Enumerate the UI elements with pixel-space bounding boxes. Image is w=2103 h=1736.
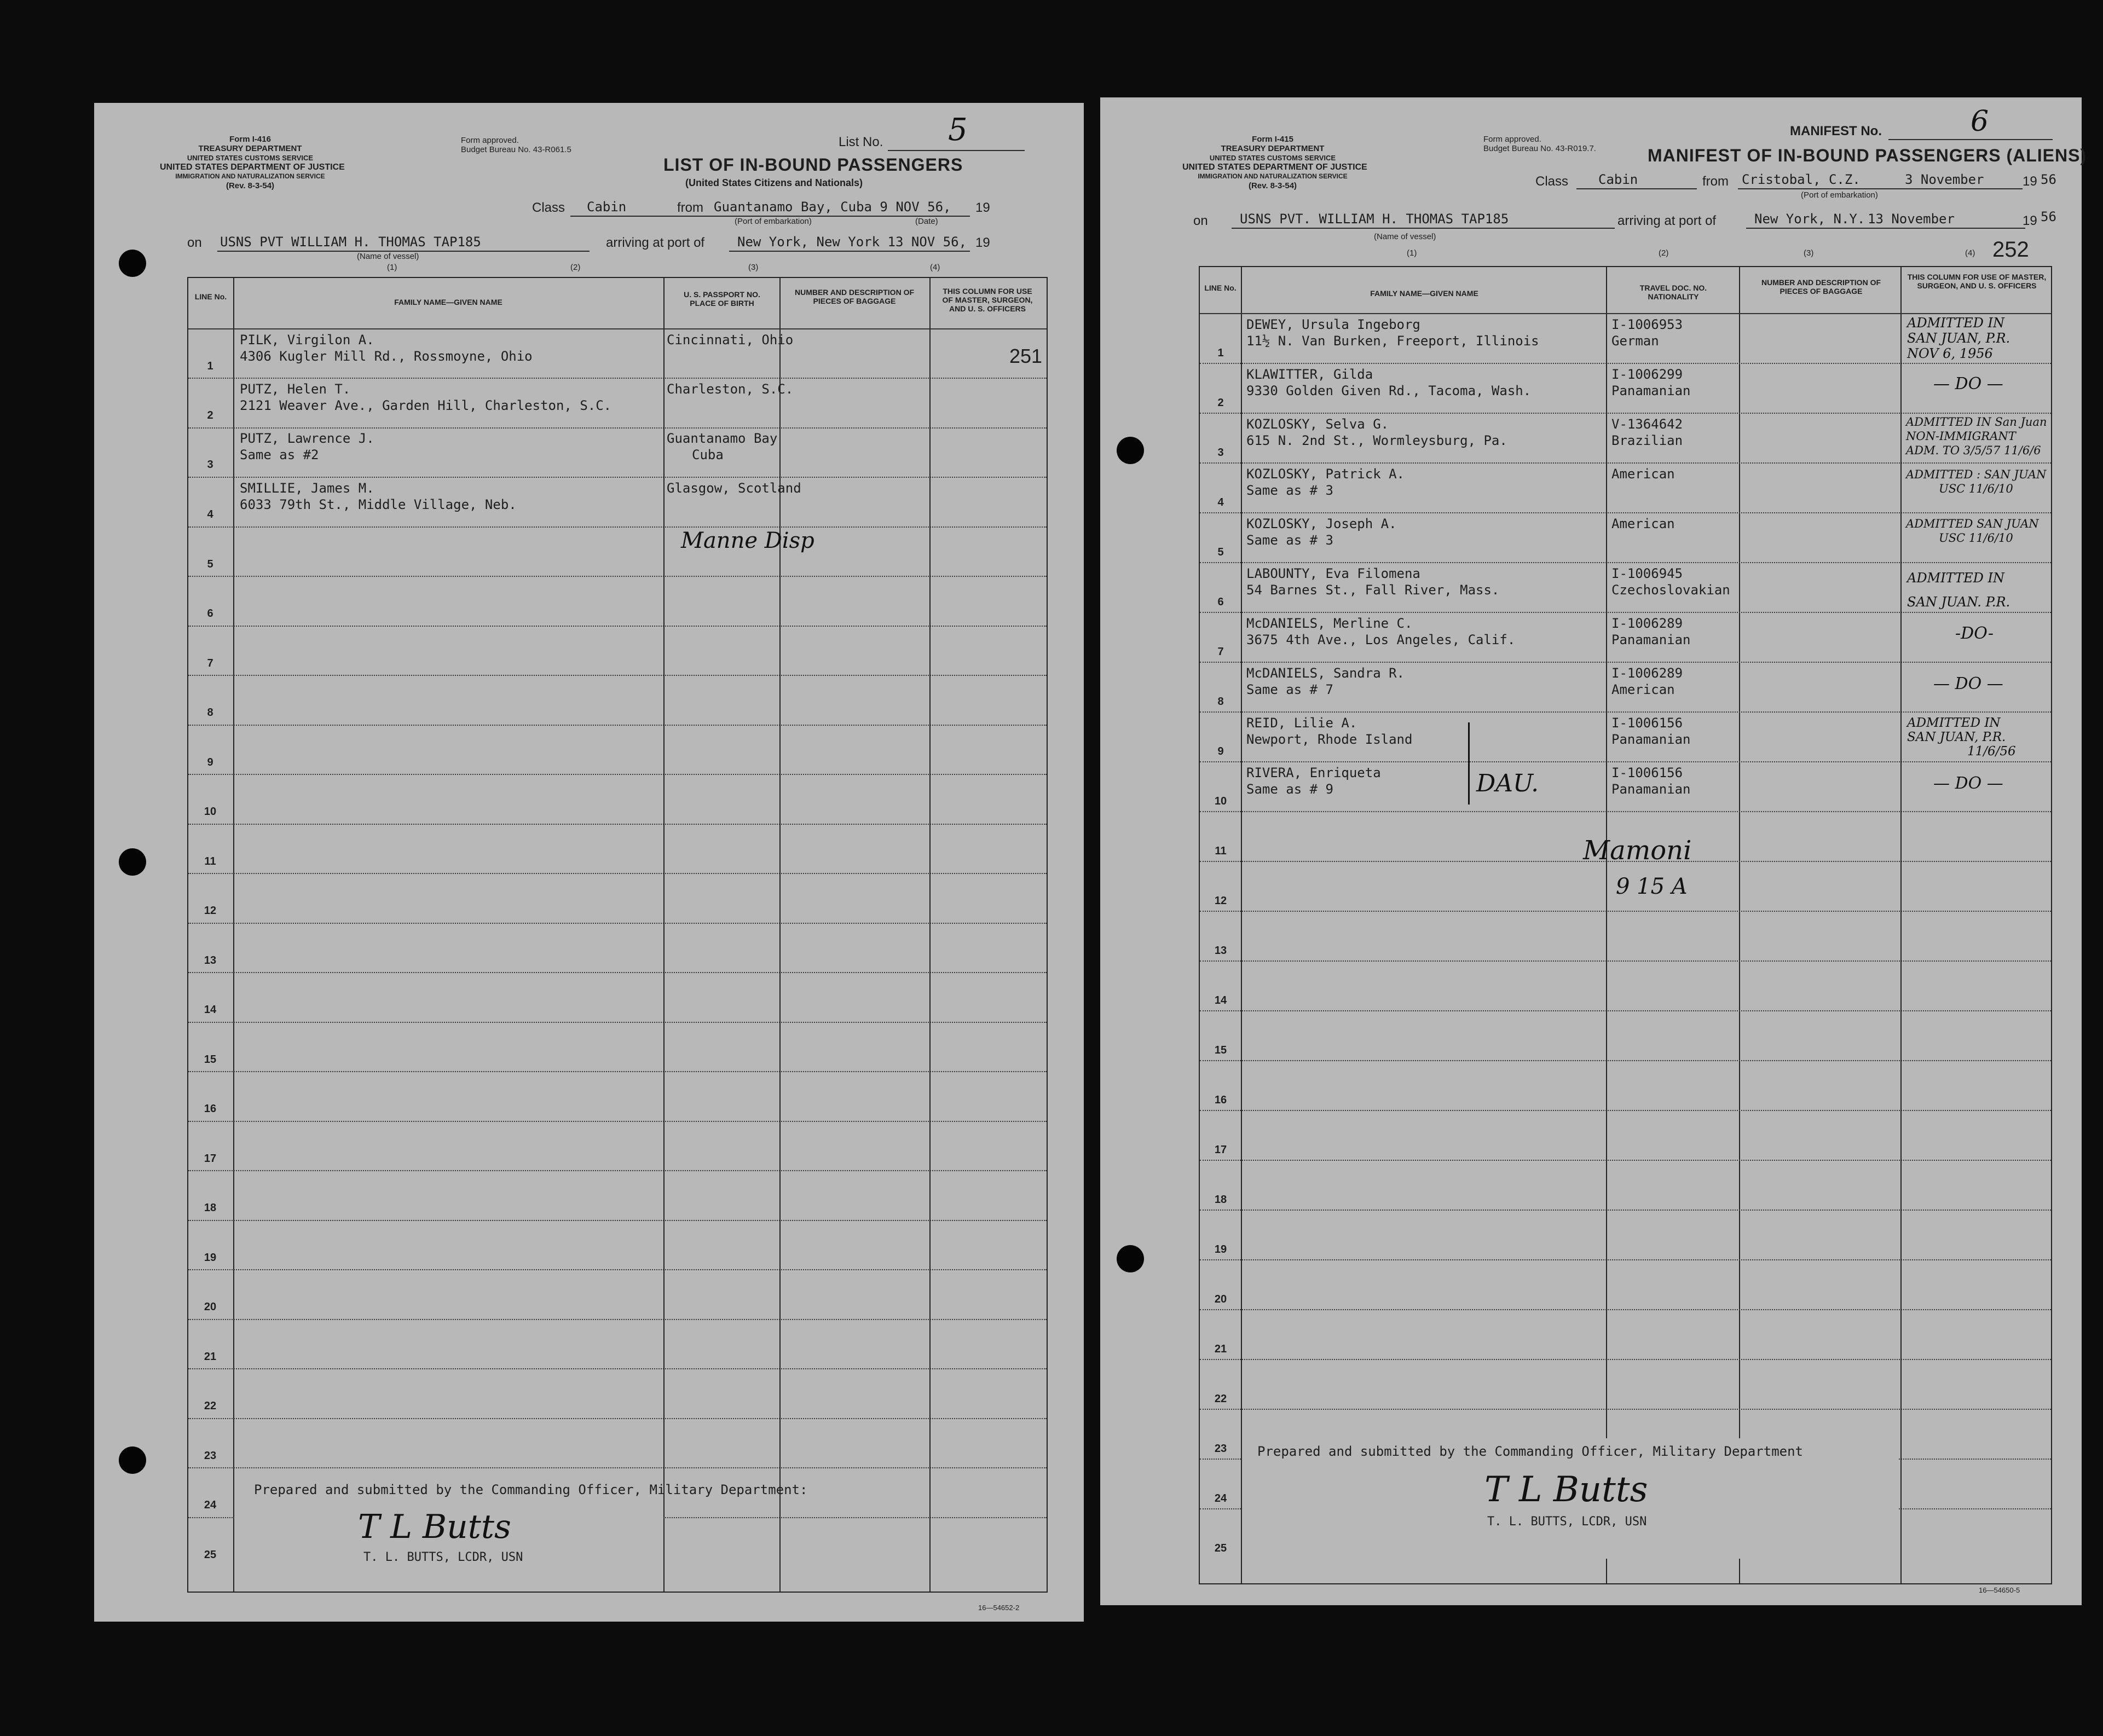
arrival-port: New York, New York 13 NOV 56, (737, 234, 967, 250)
column-header-officers: THIS COLUMN FOR USE OF MASTER, SURGEON, AND U. S. OFFICERS (942, 287, 1033, 313)
prepared-by-statement: Prepared and submitted by the Commanding Officer, Military Department (1257, 1444, 1803, 1459)
column-header-name: FAMILY NAME—GIVEN NAME (1370, 289, 1478, 298)
from-label: from (677, 200, 703, 215)
travel-doc-number: I-1006945 (1611, 566, 1683, 581)
passenger-name: KOZLOSKY, Joseph A. (1246, 516, 1397, 531)
punch-hole (1117, 437, 1144, 464)
travel-doc-number: I-1006156 (1611, 765, 1683, 780)
note-line: USC 11/6/10 (1939, 482, 2013, 495)
line-number: 6 (1217, 596, 1224, 608)
note-line: ADM. TO 3/5/57 11/6/6 (1906, 444, 2041, 457)
year-prefix: 19 (2023, 213, 2037, 228)
line-number: 10 (1214, 795, 1227, 807)
passenger-name: McDANIELS, Merline C. (1246, 616, 1413, 631)
nationality: Panamanian (1611, 383, 1691, 398)
line-number: 24 (1214, 1492, 1227, 1504)
form-approval (461, 136, 571, 154)
signature: T L Butts (1484, 1469, 1648, 1510)
officer-note: — DO — (1933, 674, 2003, 693)
place-of-birth: Cuba (692, 447, 724, 462)
column-header-baggage: NUMBER AND DESCRIPTION OF PIECES OF BAGGAGE (1761, 278, 1881, 296)
note-line: ADMITTED IN (1907, 716, 2001, 730)
line-number: 13 (1214, 945, 1227, 957)
note-line: SAN JUAN, P.R. (1907, 730, 2006, 744)
travel-doc-number: American (1611, 466, 1675, 482)
note-line: ADMITTED IN (1907, 570, 2004, 586)
line-number: 22 (1214, 1393, 1227, 1405)
passenger-address: 9330 Golden Given Rd., Tacoma, Wash. (1246, 383, 1532, 398)
line-number: 9 (1217, 745, 1224, 757)
embarkation-date: 3 November (1905, 172, 1984, 187)
passenger-address: Same as #2 (240, 447, 319, 462)
note-line: ADMITTED IN (1907, 315, 2004, 331)
passenger-address: 54 Barnes St., Fall River, Mass. (1246, 582, 1500, 598)
passenger-name: McDANIELS, Sandra R. (1246, 666, 1405, 681)
line-number: 2 (1217, 397, 1224, 409)
arriving-label: arriving at port of (1617, 213, 1717, 228)
travel-doc-number: I-1006156 (1611, 715, 1683, 731)
footer-code: 16—54652-2 (978, 1604, 1020, 1612)
nationality: American (1611, 682, 1675, 697)
officer-note (1907, 716, 2016, 759)
note-line: 11/6/56 (1967, 744, 2016, 759)
embarkation-port: Cristobal, C.Z. (1742, 172, 1861, 187)
note-line: NON-IMMIGRANT (1906, 430, 2016, 443)
line-number: 4 (1217, 496, 1224, 508)
officer-note (1907, 315, 2010, 361)
arrival-date: 13 November (1868, 211, 1955, 227)
column-number: (1) (1407, 248, 1417, 258)
line-number: 4 (207, 508, 213, 520)
on-label: on (1193, 213, 1208, 228)
column-number: (3) (748, 263, 759, 272)
line-number: 6 (207, 607, 213, 620)
place-of-birth: Glasgow, Scotland (667, 481, 801, 496)
line-number: 3 (1217, 447, 1224, 459)
line-number: 12 (204, 905, 217, 917)
column-header-line: LINE No. (1204, 283, 1237, 292)
manifest-number-label: MANIFEST No. (1790, 124, 1882, 138)
inbound-passenger-list-sheet (94, 103, 1084, 1622)
vessel-name-caption: (Name of vessel) (1374, 232, 1436, 241)
nationality: Brazilian (1611, 433, 1683, 448)
handwritten-dau: DAU. (1476, 769, 1539, 797)
agency-line: UNITED STATES DEPARTMENT OF JUSTICE (160, 163, 345, 172)
line-number: 1 (1217, 347, 1224, 359)
agency-line: IMMIGRATION AND NATURALIZATION SERVICE (1198, 172, 1348, 180)
line-number: 20 (204, 1301, 217, 1313)
alien-passenger-manifest-sheet (1100, 97, 2087, 1605)
year-prefix: 19 (975, 200, 990, 215)
line-number: 15 (1214, 1044, 1227, 1056)
on-label: on (187, 235, 202, 250)
passenger-name: LABOUNTY, Eva Filomena (1246, 566, 1420, 581)
line-number: 10 (204, 806, 217, 818)
officer-note: — DO — (1933, 374, 2003, 394)
passenger-address: Newport, Rhode Island (1246, 732, 1413, 747)
manifest-number: 6 (1971, 105, 1989, 138)
line-number: 17 (204, 1153, 217, 1165)
year-prefix: 19 (2023, 174, 2037, 189)
form-number: Form I-416 (229, 135, 271, 144)
place-of-birth: Charleston, S.C. (667, 381, 794, 397)
punch-hole (1117, 1245, 1144, 1272)
stamp-number: 252 (1992, 238, 2029, 262)
punch-hole (119, 1446, 146, 1474)
class-value: Cabin (1598, 172, 1638, 187)
port-embarkation-caption: (Port of embarkation) (1801, 190, 1878, 200)
agency-line: UNITED STATES CUSTOMS SERVICE (187, 154, 314, 162)
agency-line: UNITED STATES CUSTOMS SERVICE (1209, 154, 1336, 162)
signer-name: T. L. BUTTS, LCDR, USN (363, 1550, 523, 1564)
line-number: 16 (1214, 1094, 1227, 1106)
form-approval (1483, 135, 1596, 153)
page-title: LIST OF IN-BOUND PASSENGERS (663, 155, 963, 175)
travel-doc-number: I-1006953 (1611, 317, 1683, 332)
line-number: 5 (1217, 546, 1224, 558)
column-number: (2) (1659, 248, 1669, 258)
line-number: 23 (1214, 1443, 1227, 1455)
passenger-table (187, 277, 1048, 1593)
officer-note (1906, 415, 2047, 458)
note-line: SAN JUAN. P.R. (1907, 594, 2010, 610)
nationality: Panamanian (1611, 632, 1691, 647)
line-number: 8 (1217, 696, 1224, 708)
column-number: (2) (570, 263, 581, 272)
punch-hole (119, 848, 146, 876)
passenger-address: Same as # 3 (1246, 533, 1333, 548)
line-number: 21 (1214, 1343, 1227, 1355)
manifest-table (1199, 266, 2052, 1584)
passenger-address: 2121 Weaver Ave., Garden Hill, Charleston, S.C. (240, 398, 612, 413)
passenger-name: DEWEY, Ursula Ingeborg (1246, 317, 1420, 332)
note-line: ADMITTED SAN JUAN (1906, 517, 2039, 530)
line-number: 13 (204, 954, 217, 967)
line-number: 19 (1214, 1243, 1227, 1255)
embarkation-port: Guantanamo Bay, Cuba 9 NOV 56, (714, 199, 951, 215)
line-number: 8 (207, 707, 213, 719)
from-label: from (1702, 174, 1729, 189)
passenger-address: Same as # 9 (1246, 782, 1333, 797)
line-number: 21 (204, 1351, 217, 1363)
line-number: 22 (204, 1400, 217, 1412)
arrival-port: New York, N.Y. (1754, 211, 1865, 227)
date-caption: (Date) (915, 217, 938, 226)
vessel-name: USNS PVT. WILLIAM H. THOMAS TAP185 (1240, 211, 1509, 227)
officer-note: — DO — (1933, 774, 2003, 793)
passenger-address: Same as # 7 (1246, 682, 1333, 697)
agency-line: UNITED STATES DEPARTMENT OF JUSTICE (1182, 163, 1367, 172)
officer-note (1907, 566, 2010, 614)
agency-line: TREASURY DEPARTMENT (198, 144, 302, 153)
line-number: 18 (204, 1202, 217, 1214)
revision: (Rev. 8-3-54) (226, 181, 275, 190)
list-number: 5 (948, 112, 968, 148)
line-number: 17 (1214, 1144, 1227, 1156)
signer-name: T. L. BUTTS, LCDR, USN (1487, 1515, 1647, 1529)
arriving-label: arriving at port of (606, 235, 705, 250)
column-header-baggage: NUMBER AND DESCRIPTION OF PIECES OF BAGGAGE (794, 288, 915, 305)
approval-line: Form approved. (1483, 135, 1541, 144)
line-number: 12 (1214, 895, 1227, 907)
form-header-agencies (1182, 135, 1367, 190)
year-prefix: 19 (975, 235, 990, 250)
nationality: Czechoslovakian (1611, 582, 1730, 598)
class-label: Class (532, 200, 565, 215)
column-header-passport: U. S. PASSPORT NO. PLACE OF BIRTH (684, 290, 760, 308)
vessel-name: USNS PVT WILLIAM H. THOMAS TAP185 (220, 234, 481, 250)
column-number: (4) (1965, 248, 1975, 258)
line-number: 19 (204, 1252, 217, 1264)
column-number: (4) (930, 263, 940, 272)
line-number: 24 (204, 1499, 217, 1511)
form-header-agencies (160, 135, 345, 190)
line-number: 3 (207, 459, 213, 471)
line-number: 15 (204, 1054, 217, 1066)
passenger-name: PUTZ, Lawrence J. (240, 431, 374, 446)
travel-doc-number: I-1006289 (1611, 616, 1683, 631)
passenger-name: KOZLOSKY, Patrick A. (1246, 466, 1405, 482)
line-number: 9 (207, 756, 213, 768)
passenger-address: 6033 79th St., Middle Village, Neb. (240, 497, 517, 512)
line-number: 2 (207, 409, 213, 421)
vessel-name-caption: (Name of vessel) (357, 252, 419, 261)
passenger-address: 615 N. 2nd St., Wormleysburg, Pa. (1246, 433, 1507, 448)
line-number: 25 (204, 1549, 217, 1561)
handwritten-annotation: 9 15 A (1616, 874, 1688, 899)
list-number-label: List No. (839, 135, 883, 149)
prepared-by-statement: Prepared and submitted by the Commanding Officer, Military Department: (254, 1482, 808, 1497)
class-label: Class (1535, 174, 1569, 189)
note-line: NOV 6, 1956 (1907, 346, 1993, 361)
column-header-travel-doc: TRAVEL DOC. NO. NATIONALITY (1639, 283, 1707, 301)
revision: (Rev. 8-3-54) (1248, 181, 1297, 190)
nationality: Panamanian (1611, 782, 1691, 797)
line-number: 1 (207, 360, 213, 372)
year-suffix: 56 (2041, 209, 2056, 224)
agency-line: IMMIGRATION AND NATURALIZATION SERVICE (175, 172, 325, 180)
note-line: ADMITTED : SAN JUAN (1906, 468, 2047, 481)
nationality: German (1611, 333, 1659, 349)
place-of-birth: Guantanamo Bay (667, 431, 778, 446)
line-number: 16 (204, 1103, 217, 1115)
line-number: 25 (1214, 1542, 1227, 1554)
column-header-name: FAMILY NAME—GIVEN NAME (394, 298, 502, 306)
note-line: ADMITTED IN San Juan (1906, 415, 2047, 429)
note-line: SAN JUAN, P.R. (1907, 331, 2010, 346)
handwritten-annotation: Manne Disp (681, 528, 814, 553)
line-number: 5 (207, 558, 213, 570)
nationality: Panamanian (1611, 732, 1691, 747)
column-header-officers: THIS COLUMN FOR USE OF MASTER, SURGEON, AND U. S. OFFICERS (1907, 273, 2047, 290)
line-number: 7 (207, 657, 213, 669)
line-number: 11 (204, 855, 216, 867)
signature: T L Butts (358, 1508, 511, 1546)
line-number: 11 (1215, 845, 1227, 857)
passenger-name: PUTZ, Helen T. (240, 381, 351, 397)
year-suffix: 56 (2041, 172, 2056, 187)
agency-line: TREASURY DEPARTMENT (1221, 144, 1325, 153)
port-embarkation-caption: (Port of embarkation) (735, 217, 812, 226)
line-number: 14 (1214, 994, 1227, 1006)
passenger-address: Same as # 3 (1246, 483, 1333, 498)
officer-note: -DO- (1955, 624, 1994, 643)
officer-note (1906, 517, 2039, 545)
passenger-name: KOZLOSKY, Selva G. (1246, 416, 1389, 432)
approval-line: Budget Bureau No. 43-R061.5 (461, 145, 571, 154)
approval-line: Budget Bureau No. 43-R019.7. (1483, 144, 1596, 153)
passenger-address: 4306 Kugler Mill Rd., Rossmoyne, Ohio (240, 349, 533, 364)
passenger-address: 3675 4th Ave., Los Angeles, Calif. (1246, 632, 1516, 647)
passenger-name: REID, Lilie A. (1246, 715, 1357, 731)
passenger-name: KLAWITTER, Gilda (1246, 367, 1373, 382)
travel-doc-number: I-1006289 (1611, 666, 1683, 681)
column-number: (3) (1804, 248, 1814, 258)
passenger-name: RIVERA, Enriqueta (1246, 765, 1381, 780)
place-of-birth: Cincinnati, Ohio (667, 332, 794, 348)
passenger-address: 11½ N. Van Burken, Freeport, Illinois (1246, 333, 1539, 349)
form-number: Form I-415 (1252, 135, 1293, 144)
line-number: 23 (204, 1450, 217, 1462)
line-number: 7 (1217, 646, 1224, 658)
punch-hole (119, 250, 146, 277)
passenger-name: SMILLIE, James M. (240, 481, 374, 496)
line-number: 14 (204, 1004, 217, 1016)
page-subtitle: (United States Citizens and Nationals) (685, 177, 863, 188)
officer-note (1906, 467, 2046, 496)
column-number: (1) (387, 263, 397, 272)
stamp-number: 251 (1009, 345, 1043, 367)
column-header-line: LINE No. (194, 292, 227, 301)
page-title: MANIFEST OF IN-BOUND PASSENGERS (ALIENS) (1648, 146, 2087, 165)
footer-code: 16—54650-5 (1979, 1586, 2020, 1594)
note-line: USC 11/6/10 (1939, 531, 2013, 545)
travel-doc-number: V-1364642 (1611, 416, 1683, 432)
approval-line: Form approved. (461, 136, 519, 145)
line-number: 20 (1214, 1293, 1227, 1305)
travel-doc-number: I-1006299 (1611, 367, 1683, 382)
class-value: Cabin (587, 199, 627, 215)
travel-doc-number: American (1611, 516, 1675, 531)
passenger-name: PILK, Virgilon A. (240, 332, 374, 348)
handwritten-annotation: Mamoni (1583, 835, 1692, 866)
line-number: 18 (1214, 1194, 1227, 1206)
